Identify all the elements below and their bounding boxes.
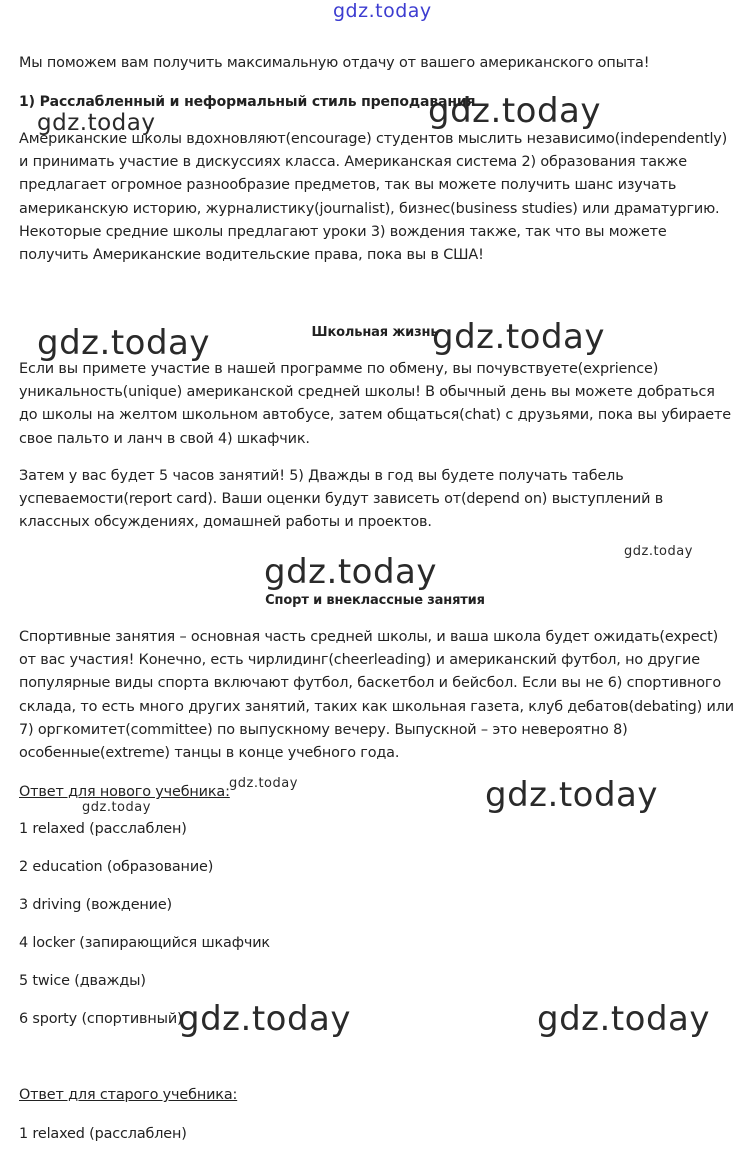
answer-item: 6 sporty (спортивный) [19, 1011, 183, 1027]
section-heading: Спорт и внеклассные занятия [265, 593, 485, 608]
answer-item: 1 relaxed (расслаблен) [19, 1126, 187, 1142]
watermark: gdz.today [37, 323, 210, 363]
section-paragraph: Если вы примете участие в нашей программе по обмену, вы почувствуете(exprience) уникальность(unique) американской средней школы! В обычный день вы можете добраться до школы на желтом школьном автобусе, затем общаться(chat) с друзьями, пока вы убираете свое пальто и ланч в свой 4) шкафчик. [19, 361, 731, 447]
section-paragraph: Затем у вас будет 5 часов занятий! 5) Дважды в год вы будете получать табель успеваемости(report card). Ваши оценки будут зависеть от(depend on) выступлений в классных обсуждениях, домашней работы и проектов. [19, 468, 664, 531]
answer-item: 4 locker (запирающийся шкафчик [19, 935, 270, 951]
intro-text: Мы поможем вам получить максимальную отдачу от вашего американского опыта! [19, 55, 650, 71]
watermark: gdz.today [432, 317, 605, 357]
watermark-top: gdz.today [333, 0, 432, 22]
watermark: gdz.today [537, 999, 710, 1039]
answers-new-title: Ответ для нового учебника: [19, 784, 230, 800]
watermark: gdz.today [82, 800, 151, 815]
section-heading: 1) Расслабленный и неформальный стиль преподавания [19, 94, 476, 110]
section-heading: Школьная жизнь [311, 325, 439, 340]
watermark: gdz.today [37, 110, 156, 136]
answer-item: 1 relaxed (расслаблен) [19, 821, 187, 837]
watermark: gdz.today [624, 544, 693, 559]
watermark: gdz.today [428, 91, 601, 131]
answer-item: 3 driving (вождение) [19, 897, 173, 913]
watermark: gdz.today [264, 552, 437, 592]
answer-item: 5 twice (дважды) [19, 973, 146, 989]
watermark: gdz.today [229, 776, 298, 791]
section-paragraph: Американские школы вдохновляют(encourage) студентов мыслить независимо(independently) и принимать участие в дискуссиях класса. Американская система 2) образования также предлагает огромное разнообразие предметов, так вы можете получить шанс изучать американскую историю, журналистику(journalist), бизнес(business studies) или драматургию. Некоторые средние школы предлагают уроки 3) вождения также, так что вы можете получить Американские водительские права, пока вы в США! [19, 131, 728, 264]
watermark: gdz.today [178, 999, 351, 1039]
watermark: gdz.today [485, 775, 658, 815]
answer-item: 2 education (образование) [19, 859, 214, 875]
section-paragraph: Спортивные занятия – основная часть средней школы, и ваша школа будет ожидать(expect) от вас участия! Конечно, есть чирлидинг(cheerleading) и американский футбол, но другие популярные виды спорта включают футбол, баскетбол и бейсбол. Если вы не 6) спортивного склада, то есть много других занятий, таких как школьная газета, клуб дебатов(debating) или 7) оргкомитет(committee) по выпускному вечеру. Выпускной – это невероятно 8) особенные(extreme) танцы в конце учебного года. [19, 629, 734, 762]
answers-old-title: Ответ для старого учебника: [19, 1087, 238, 1103]
